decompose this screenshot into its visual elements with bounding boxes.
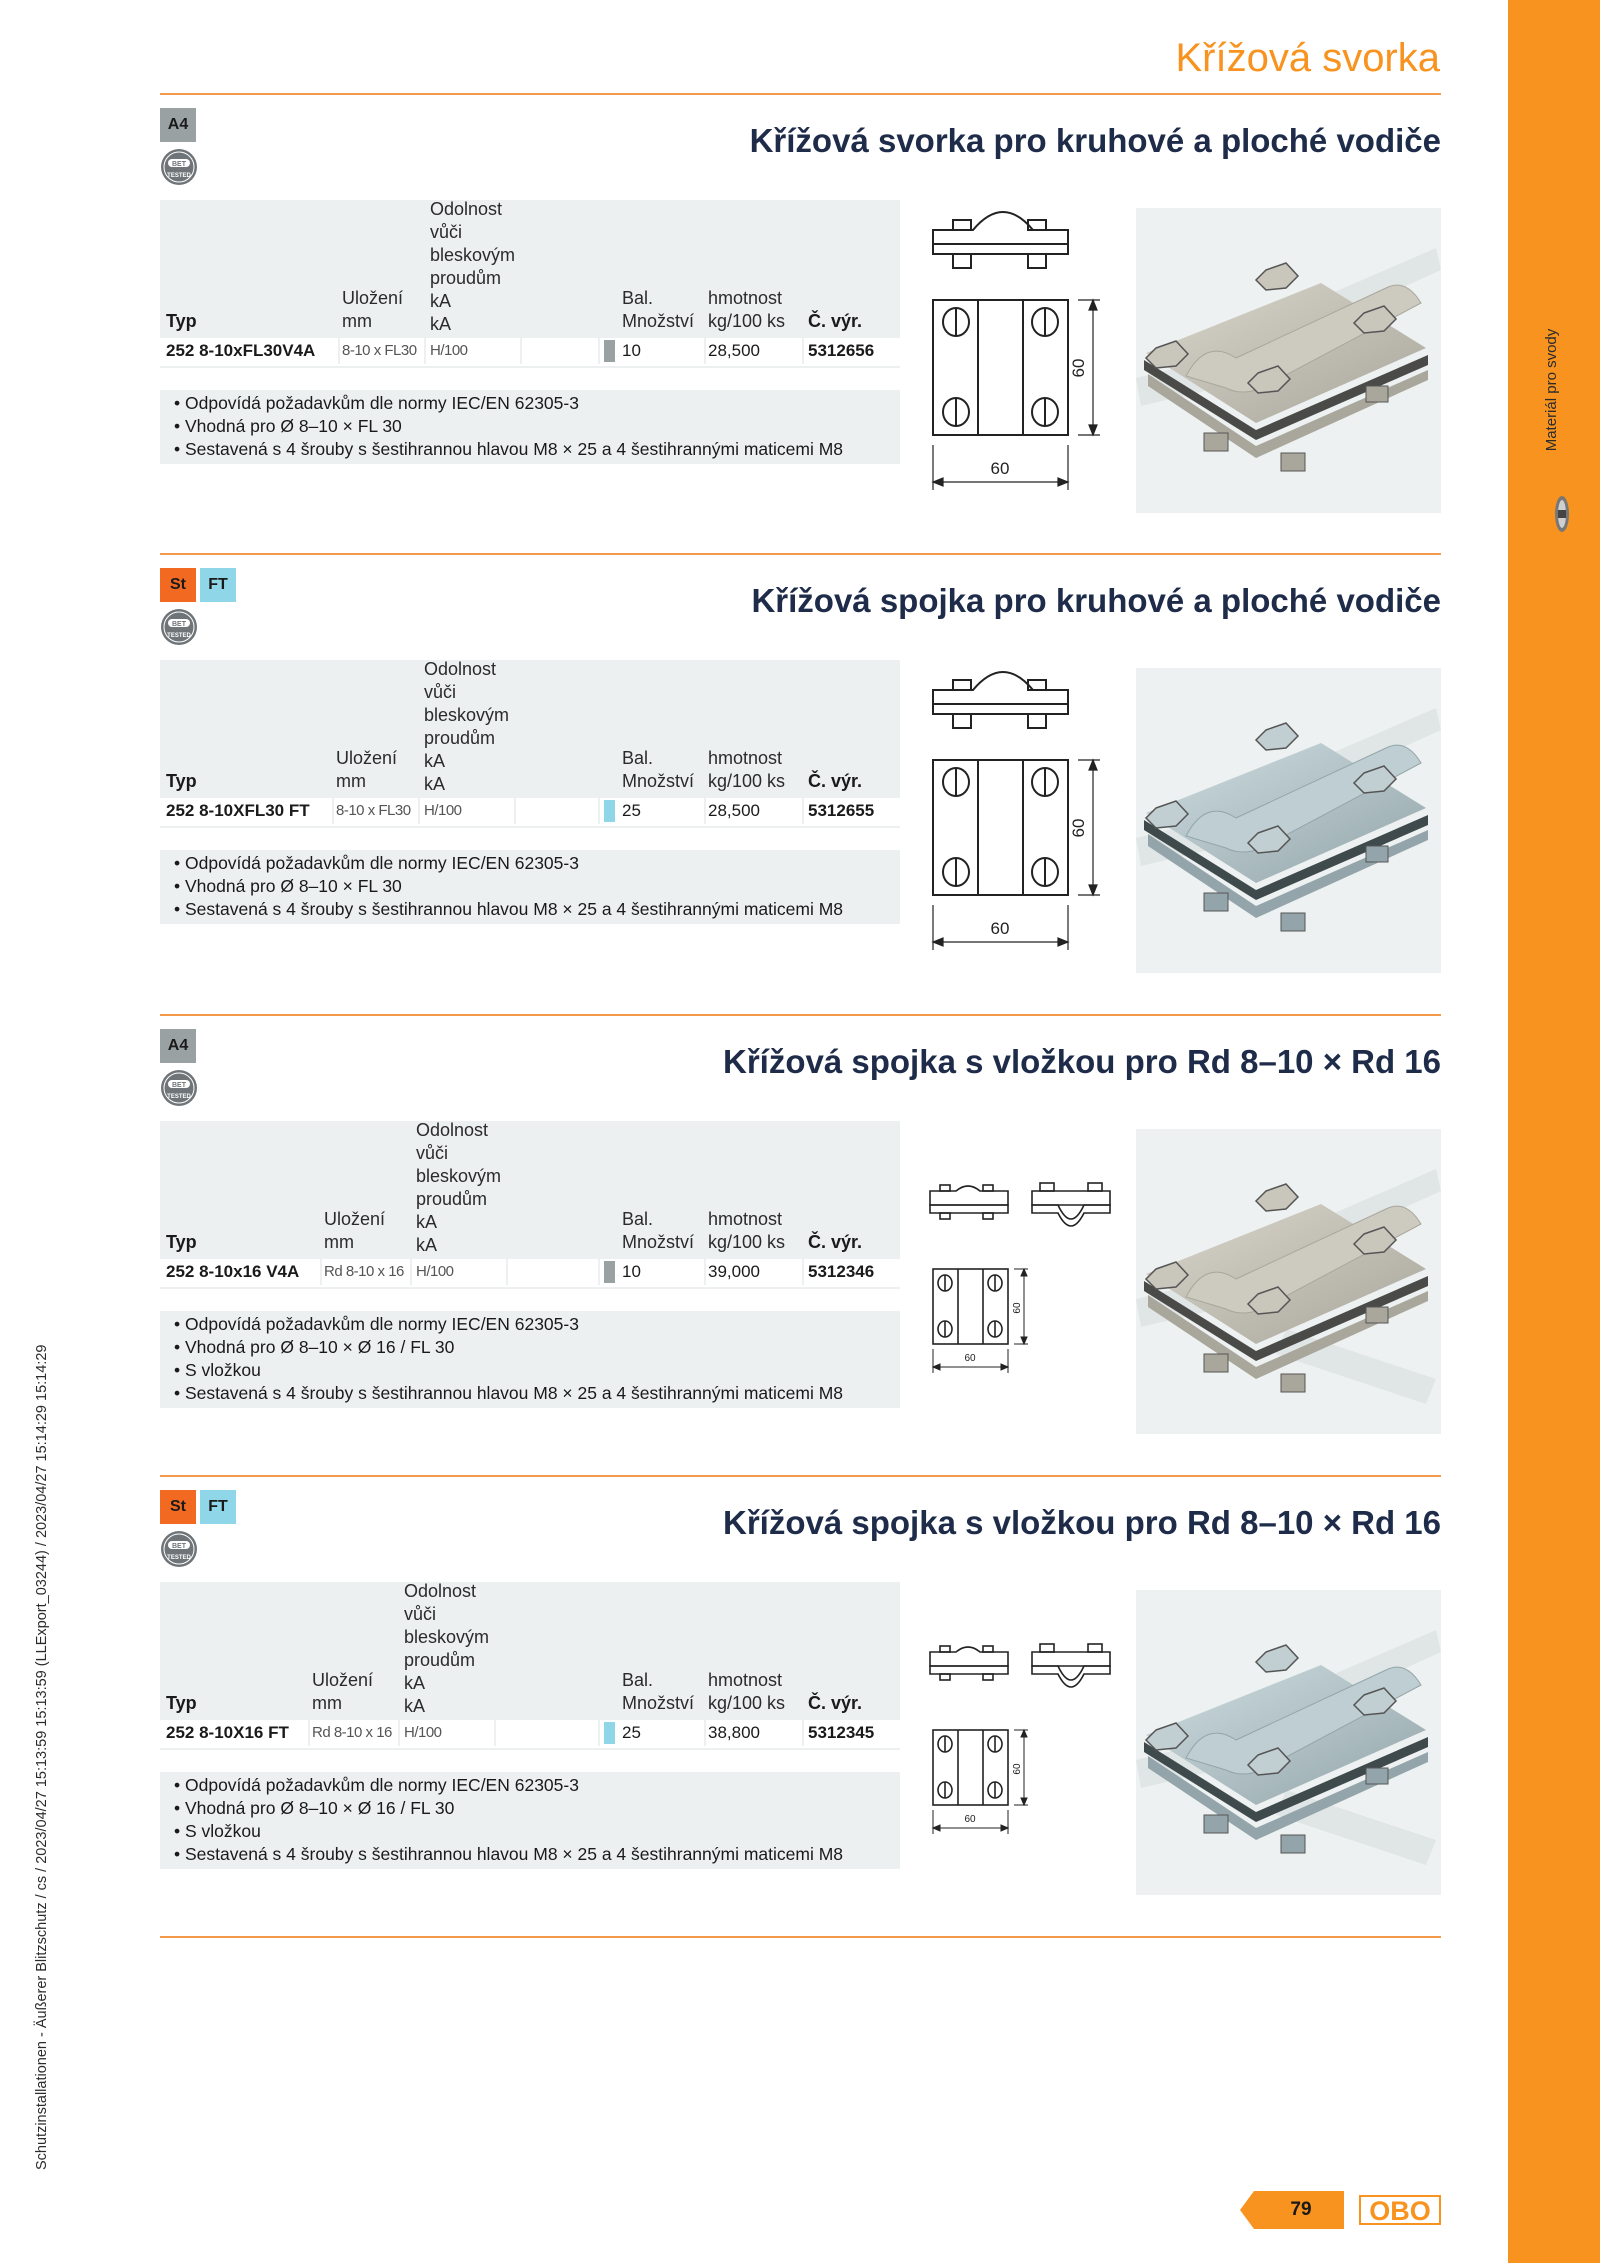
material-badge-st: St xyxy=(160,568,196,602)
svg-text:BET: BET xyxy=(172,621,186,628)
bet-tested-icon xyxy=(160,1069,198,1107)
dimension-height-label: 60 xyxy=(1069,358,1088,378)
dimension-width-label: 60 xyxy=(964,1353,976,1364)
cell-odolnost: H/100 xyxy=(424,798,516,824)
feature-item: • Vhodná pro Ø 8–10 × FL 30 xyxy=(174,876,402,896)
header-odolnost: Odolnost vůči bleskovým proudům kA kA xyxy=(416,1120,502,1255)
section-title: Křížová spojka pro kruhové a ploché vodiče xyxy=(751,582,1441,619)
header-hmotnost: hmotnost kg/100 ks xyxy=(708,1670,786,1713)
material-badges xyxy=(160,108,200,142)
cell-hmotnost: 39,000 xyxy=(708,1259,804,1285)
material-color-marker xyxy=(604,800,615,822)
side-label: Materiál pro svody xyxy=(1543,328,1560,452)
header-ulozeni: Uložení mm xyxy=(312,1670,374,1713)
divider xyxy=(160,93,1441,95)
header-cislo-vyrobku: Č. výr. xyxy=(808,1693,863,1713)
material-color-marker xyxy=(604,340,615,362)
product-photo xyxy=(1136,1590,1441,1895)
feature-list xyxy=(160,390,900,464)
divider xyxy=(160,1014,1441,1016)
header-ulozeni: Uložení mm xyxy=(336,748,398,791)
product-photo xyxy=(1136,668,1441,973)
cell-empty xyxy=(518,798,600,824)
table-row xyxy=(160,1720,900,1748)
header-odolnost: Odolnost vůči bleskovým proudům kA kA xyxy=(424,659,510,794)
header-baleni: Bal. Množství xyxy=(622,1670,695,1713)
svg-text:BET: BET xyxy=(172,161,186,168)
header-odolnost: Odolnost vůči bleskovým proudům kA kA xyxy=(430,199,516,334)
dimension-height-label: 60 xyxy=(1069,818,1088,838)
bet-tested-icon xyxy=(160,148,198,186)
header-hmotnost: hmotnost kg/100 ks xyxy=(708,288,786,331)
cell-empty xyxy=(498,1720,600,1746)
feature-item: • Sestavená s 4 šrouby s šestihrannou hlavou M8 × 25 a 4 šestihrannými maticemi M8 xyxy=(174,439,844,459)
cell-hmotnost: 38,800 xyxy=(708,1720,804,1746)
dimension-width-label: 60 xyxy=(990,919,1010,938)
header-baleni: Bal. Množství xyxy=(622,748,695,791)
header-baleni: Bal. Množství xyxy=(622,1209,695,1252)
cell-ulozeni: Rd 8-10 x 16 xyxy=(312,1720,400,1746)
dimension-height-label: 60 xyxy=(1012,1763,1023,1775)
page-title: Křížová svorka xyxy=(1175,36,1440,80)
feature-item: • Vhodná pro Ø 8–10 × Ø 16 / FL 30 xyxy=(174,1337,455,1357)
material-color-marker xyxy=(604,1722,615,1744)
dimension-width-label: 60 xyxy=(964,1814,976,1825)
divider xyxy=(160,1936,1441,1938)
technical-drawing xyxy=(928,660,1128,960)
feature-item: • Sestavená s 4 šrouby s šestihrannou hlavou M8 × 25 a 4 šestihrannými maticemi M8 xyxy=(174,1383,844,1403)
cell-ulozeni: 8-10 x FL30 xyxy=(336,798,420,824)
header-typ: Typ xyxy=(166,1693,197,1713)
material-badge-ft: FT xyxy=(200,1490,236,1524)
product-table xyxy=(160,1582,900,1750)
cell-cislo-vyrobku: 5312655 xyxy=(808,801,875,820)
product-section xyxy=(160,100,1441,520)
cell-typ: 252 8-10xFL30V4A xyxy=(166,338,340,364)
cell-typ: 252 8-10XFL30 FT xyxy=(166,798,334,824)
feature-item: • Vhodná pro Ø 8–10 × Ø 16 / FL 30 xyxy=(174,1798,455,1818)
technical-drawing xyxy=(928,1582,1128,1882)
material-badge-st: St xyxy=(160,1490,196,1524)
feature-item: • Odpovídá požadavkům dle normy IEC/EN 62305-3 xyxy=(174,1314,579,1334)
svg-text:OBO: OBO xyxy=(1369,2196,1431,2226)
svg-text:BET: BET xyxy=(172,1082,186,1089)
feature-item: • S vložkou xyxy=(174,1360,261,1380)
product-section xyxy=(160,1482,1441,1902)
feature-list xyxy=(160,850,900,924)
header-typ: Typ xyxy=(166,771,197,791)
cell-baleni: 10 xyxy=(622,1259,706,1285)
cell-ulozeni: 8-10 x FL30 xyxy=(342,338,426,364)
clamp-thumbnail-icon xyxy=(1552,492,1572,536)
material-badge-a4: A4 xyxy=(160,108,196,142)
feature-item: • Odpovídá požadavkům dle normy IEC/EN 62305-3 xyxy=(174,1775,579,1795)
divider xyxy=(160,553,1441,555)
dimension-height-label: 60 xyxy=(1012,1302,1023,1314)
feature-item: • Odpovídá požadavkům dle normy IEC/EN 62305-3 xyxy=(174,853,579,873)
section-title: Křížová svorka pro kruhové a ploché vodiče xyxy=(749,122,1441,159)
cell-odolnost: H/100 xyxy=(416,1259,508,1285)
header-hmotnost: hmotnost kg/100 ks xyxy=(708,1209,786,1252)
product-table xyxy=(160,660,900,828)
cell-odolnost: H/100 xyxy=(430,338,522,364)
cell-baleni: 25 xyxy=(622,1720,706,1746)
cell-typ: 252 8-10X16 FT xyxy=(166,1720,310,1746)
section-title: Křížová spojka s vložkou pro Rd 8–10 × Rd 16 xyxy=(723,1504,1441,1541)
material-badges xyxy=(160,1490,240,1524)
technical-drawing xyxy=(928,1121,1128,1421)
technical-drawing xyxy=(928,200,1128,500)
header-baleni: Bal. Množství xyxy=(622,288,695,331)
svg-text:TESTED: TESTED xyxy=(167,173,191,179)
cell-cislo-vyrobku: 5312656 xyxy=(808,341,875,360)
divider xyxy=(160,1475,1441,1477)
cell-empty xyxy=(524,338,600,364)
page-number: 79 xyxy=(1290,2199,1312,2220)
product-photo xyxy=(1136,208,1441,513)
cell-hmotnost: 28,500 xyxy=(708,338,804,364)
material-badges xyxy=(160,568,240,602)
product-table xyxy=(160,200,900,368)
feature-item: • Odpovídá požadavkům dle normy IEC/EN 62305-3 xyxy=(174,393,579,413)
header-typ: Typ xyxy=(166,311,197,331)
material-badge-ft: FT xyxy=(200,568,236,602)
header-cislo-vyrobku: Č. výr. xyxy=(808,771,863,791)
product-photo xyxy=(1136,1129,1441,1434)
feature-list xyxy=(160,1772,900,1869)
section-title: Křížová spojka s vložkou pro Rd 8–10 × Rd 16 xyxy=(723,1043,1441,1080)
cell-cislo-vyrobku: 5312346 xyxy=(808,1262,875,1281)
obo-logo xyxy=(1358,2193,1442,2227)
cell-ulozeni: Rd 8-10 x 16 xyxy=(324,1259,412,1285)
header-odolnost: Odolnost vůči bleskovým proudům kA kA xyxy=(404,1581,490,1716)
product-section xyxy=(160,1021,1441,1441)
vertical-meta-text: Schutzinstallationen - Äußerer Blitzschutz / cs / 2023/04/27 15:13:59 15:13:59 (LLExport_03244) / 2023/04/27 15:14:29 15:14:29 xyxy=(34,1344,50,2170)
feature-item: • S vložkou xyxy=(174,1821,261,1841)
feature-item: • Sestavená s 4 šrouby s šestihrannou hlavou M8 × 25 a 4 šestihrannými maticemi M8 xyxy=(174,1844,844,1864)
dimension-width-label: 60 xyxy=(990,459,1010,478)
header-cislo-vyrobku: Č. výr. xyxy=(808,311,863,331)
bet-tested-icon xyxy=(160,608,198,646)
header-ulozeni: Uložení mm xyxy=(324,1209,386,1252)
svg-text:TESTED: TESTED xyxy=(167,1555,191,1561)
material-badges xyxy=(160,1029,200,1063)
cell-cislo-vyrobku: 5312345 xyxy=(808,1723,875,1742)
material-badge-a4: A4 xyxy=(160,1029,196,1063)
svg-text:TESTED: TESTED xyxy=(167,633,191,639)
svg-text:BET: BET xyxy=(172,1543,186,1550)
table-row xyxy=(160,338,900,366)
bet-tested-icon xyxy=(160,1530,198,1568)
product-table xyxy=(160,1121,900,1289)
cell-hmotnost: 28,500 xyxy=(708,798,804,824)
cell-odolnost: H/100 xyxy=(404,1720,496,1746)
feature-item: • Sestavená s 4 šrouby s šestihrannou hlavou M8 × 25 a 4 šestihrannými maticemi M8 xyxy=(174,899,844,919)
header-typ: Typ xyxy=(166,1232,197,1252)
header-cislo-vyrobku: Č. výr. xyxy=(808,1232,863,1252)
cell-typ: 252 8-10x16 V4A xyxy=(166,1259,322,1285)
table-row xyxy=(160,1259,900,1287)
feature-item: • Vhodná pro Ø 8–10 × FL 30 xyxy=(174,416,402,436)
product-section xyxy=(160,560,1441,980)
cell-baleni: 25 xyxy=(622,798,706,824)
header-hmotnost: hmotnost kg/100 ks xyxy=(708,748,786,791)
header-ulozeni: Uložení mm xyxy=(342,288,404,331)
material-color-marker xyxy=(604,1261,615,1283)
feature-list xyxy=(160,1311,900,1408)
cell-baleni: 10 xyxy=(622,338,706,364)
svg-text:TESTED: TESTED xyxy=(167,1094,191,1100)
table-row xyxy=(160,798,900,826)
cell-empty xyxy=(510,1259,600,1285)
